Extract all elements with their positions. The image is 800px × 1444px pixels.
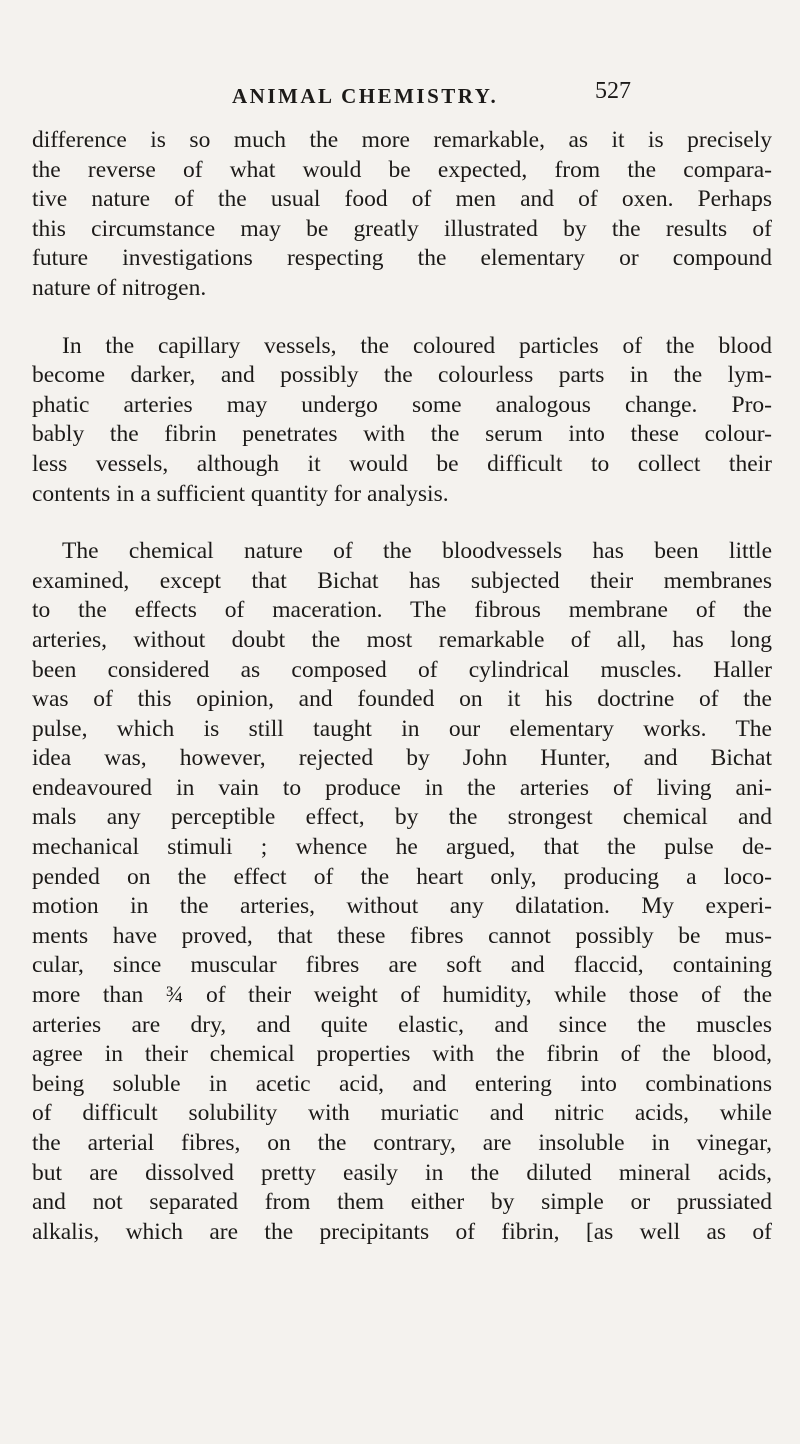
text-line: mechanical stimuli ; whence he argued, that the pulse de- [32,834,772,861]
text-line: idea was, however, rejected by John Hunter, and Bichat [32,745,772,772]
text-line: future investigations respecting the elementary or compound [32,245,772,272]
body-text [32,126,772,1247]
text-line: arteries, without doubt the most remarkable of all, has long [32,626,772,653]
text-line: was of this opinion, and founded on it his doctrine of the [32,686,772,713]
text-line: tive nature of the usual food of men and of oxen. Perhaps [32,186,772,213]
paragraph-2 [32,332,772,510]
text-line: motion in the arteries, without any dilatation. My experi- [32,893,772,920]
text-line: cular, since muscular fibres are soft and flaccid, containing [32,952,772,979]
text-line: agree in their chemical properties with the fibrin of the blood, [32,1041,772,1068]
text-line: but are dissolved pretty easily in the diluted mineral acids, [32,1159,772,1186]
paragraph-1 [32,126,772,304]
text-line: arteries are dry, and quite elastic, and since the muscles [32,1011,772,1038]
text-line: pended on the effect of the heart only, producing a loco- [32,863,772,890]
text-line: pulse, which is still taught in our elementary works. The [32,715,772,742]
text-line: ments have proved, that these fibres cannot possibly be mus- [32,922,772,949]
text-line: phatic arteries may undergo some analogous change. Pro- [32,391,772,418]
running-head [200,80,700,120]
text-line: been considered as composed of cylindrical muscles. Haller [32,656,772,683]
text-line: nature of nitrogen. [32,274,207,301]
text-line: examined, except that Bichat has subjected their membranes [32,567,772,594]
text-line: endeavoured in vain to produce in the arteries of living ani- [32,774,772,801]
text-line: mals any perceptible effect, by the strongest chemical and [32,804,772,831]
paragraph-gap [32,509,772,537]
text-line: difference is so much the more remarkable, as it is precisely [32,127,772,153]
text-line: this circumstance may be greatly illustrated by the results of [32,215,772,242]
text-line: more than ¾ of their weight of humidity, while those of the [32,982,772,1009]
text-line: The chemical nature of the bloodvessels has been little [62,538,772,565]
text-line: In the capillary vessels, the coloured particles of the blood [62,332,772,359]
paragraph-3 [32,537,772,1247]
running-title: ANIMAL CHEMISTRY. [232,84,499,108]
text-line: of difficult solubility with muriatic and nitric acids, while [32,1100,772,1127]
text-line: the reverse of what would be expected, from the compara- [32,156,772,183]
text-line: bably the fibrin penetrates with the serum into these colour- [32,421,772,448]
text-line: become darker, and possibly the colourless parts in the lym- [32,362,772,389]
paragraph-gap [32,304,772,332]
text-line: the arterial fibres, on the contrary, are insoluble in vinegar, [32,1130,772,1156]
text-line: and not separated from them either by simple or prussiated [32,1189,772,1216]
text-line: alkalis, which are the precipitants of fibrin, [as well as of [32,1218,772,1245]
text-line: to the effects of maceration. The fibrous membrane of the [32,597,772,624]
page-number: 527 [595,78,631,104]
text-line: less vessels, although it would be difficult to collect their [32,450,772,477]
text-line: contents in a sufficient quantity for analysis. [32,480,449,507]
text-line: being soluble in acetic acid, and entering into combinations [32,1070,772,1097]
